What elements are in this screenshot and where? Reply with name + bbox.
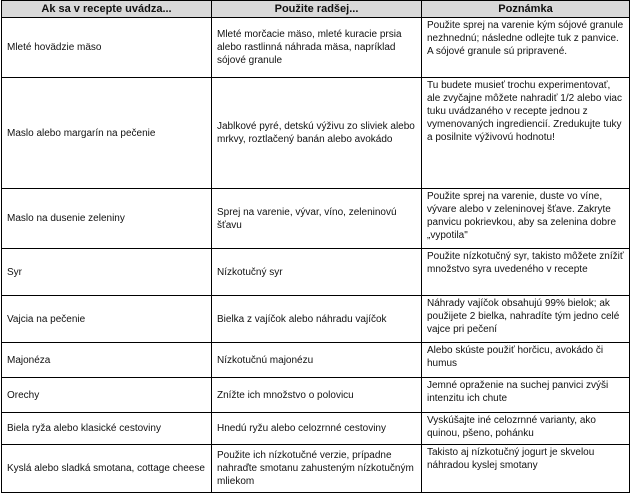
note-cell: Alebo skúste použiť horčicu, avokádo či humus <box>422 343 630 378</box>
substitute-cell: Sprej na varenie, vývar, víno, zeleninovú šťavu <box>212 189 422 249</box>
recipe-item-cell: Mleté hovädzie mäso <box>2 18 212 78</box>
recipe-item-cell: Kyslá alebo sladká smotana, cottage cheese <box>2 445 212 493</box>
substitute-cell: Znížte ich množstvo o polovicu <box>212 378 422 413</box>
recipe-item-cell: Maslo alebo margarín na pečenie <box>2 78 212 189</box>
recipe-item-cell: Vajcia na pečenie <box>2 296 212 343</box>
note-cell: Jemné opraženie na suchej panvici zvýši intenzitu ich chute <box>422 378 630 413</box>
note-cell: Vyskúšajte iné celozrnné varianty, ako quinou, pšeno, pohánku <box>422 413 630 445</box>
recipe-item-cell: Majonéza <box>2 343 212 378</box>
substitute-cell: Použite ich nízkotučné verzie, prípadne nahraďte smotanu zahusteným nízkotučným mliekom <box>212 445 422 493</box>
table-row <box>2 18 630 78</box>
table-row <box>2 445 630 493</box>
substitute-cell: Jablkové pyré, detskú výživu zo sliviek alebo mrkvy, roztlačený banán alebo avokádo <box>212 78 422 189</box>
note-cell: Použite sprej na varenie, duste vo víne, vývare alebo v zeleninovej šťave. Zakryte panvicu pokrievkou, aby sa zelenina dobre „vypotila" <box>422 189 630 249</box>
substitution-table <box>1 0 630 493</box>
substitute-cell: Nízkotučný syr <box>212 249 422 296</box>
table-row <box>2 249 630 296</box>
note-cell: Tu budete musieť trochu experimentovať, ale zvyčajne môžete nahradiť 1/2 alebo viac tuku uvádzaného v recepte jednou z vymenovaných ingrediencií. Zredukujte tuky a posilnite výživovú hodnotu! <box>422 78 630 189</box>
table-row <box>2 343 630 378</box>
recipe-item-cell: Syr <box>2 249 212 296</box>
recipe-item-cell: Orechy <box>2 378 212 413</box>
header-note: Poznámka <box>422 1 630 18</box>
substitute-cell: Bielka z vajíčok alebo náhradu vajíčok <box>212 296 422 343</box>
note-cell: Takisto aj nízkotučný jogurt je skvelou náhradou kyslej smotany <box>422 445 630 493</box>
substitute-cell: Mleté morčacie mäso, mleté kuracie prsia alebo rastlinná náhrada mäsa, napríklad sójové granule <box>212 18 422 78</box>
header-row <box>2 1 630 18</box>
table-row <box>2 78 630 189</box>
table-row <box>2 296 630 343</box>
note-cell: Náhrady vajíčok obsahujú 99% bielok; ak použijete 2 bielka, nahradíte tým jedno celé vajce pri pečení <box>422 296 630 343</box>
table-row <box>2 189 630 249</box>
recipe-item-cell: Biela ryža alebo klasické cestoviny <box>2 413 212 445</box>
note-cell: Použite nízkotučný syr, takisto môžete znížiť množstvo syra uvedeného v recepte <box>422 249 630 296</box>
recipe-item-cell: Maslo na dusenie zeleniny <box>2 189 212 249</box>
note-cell: Použite sprej na varenie kým sójové granule nezhnednú; následne odlejte tuk z panvice. A sójové granule sú pripravené. <box>422 18 630 78</box>
header-substitute: Použite radšej... <box>212 1 422 18</box>
header-recipe-item: Ak sa v recepte uvádza... <box>2 1 212 18</box>
table-row <box>2 413 630 445</box>
table-row <box>2 378 630 413</box>
substitute-cell: Nízkotučnú majonézu <box>212 343 422 378</box>
substitute-cell: Hnedú ryžu alebo celozrnné cestoviny <box>212 413 422 445</box>
